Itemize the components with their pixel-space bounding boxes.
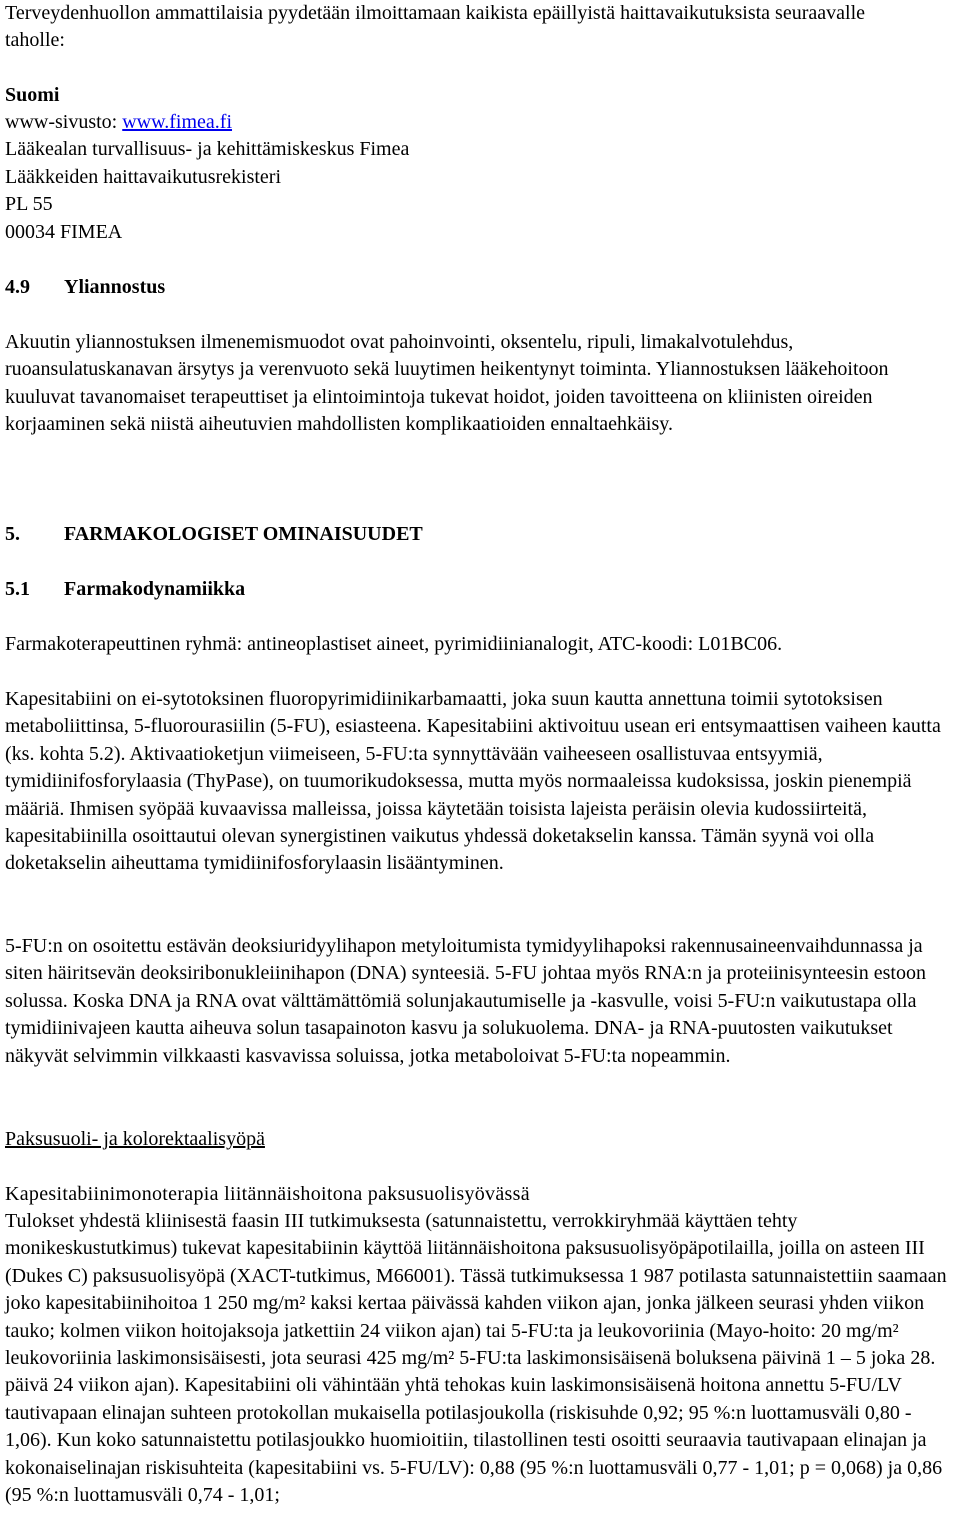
reporting-po-box: PL 55 [5,193,53,215]
reporting-intro: Terveydenhuollon ammattilaisia pyydetään ilmoittamaan kaikista epäillyistä haittavaikutuksista seuraavalle taholle: [5,2,865,52]
section-number: 5.1 [5,578,30,600]
section-title: FARMAKOLOGISET OMINAISUUDET [64,523,423,545]
reporting-registry: Lääkkeiden haittavaikutusrekisteri [5,166,282,188]
section-number: 4.9 [5,276,30,298]
overdose-text: Akuutin yliannostuksen ilmenemismuodot ovat pahoinvointi, oksentelu, ripuli, limakalvotulehdus, ruoansulatuskanavan ärsytys ja verenvuoto sekä luuytimen heikentynyt toiminta. Yliannostuksen lääkehoitoon kuuluvat tavanomaiset terapeuttiset ja elintoimintoja tukevat hoidot, joiden tavoitteena on kliinisten oireiden korjaaminen sekä niistä aiheutuvien mahdollisten komplikaatioiden ennaltaehkäisy. [5,331,889,436]
xact-study-paragraph: Tulokset yhdestä kliinisestä faasin III tutkimuksesta (satunnaistettu, verrokkiryhmää käyttäen tehty monikeskustutkimus) tukevat kapesitabiinin käyttöä liitännäishoitona paksusuolisyöpäpotilailla, joilla on asteen III (Dukes C) paksusuolisyöpä (XACT-tutkimus, M66001). Tässä tutkimuksessa 1 987 potilasta satunnaistettiin saamaan joko kapesitabiinihoitoa 1 250 mg/m² kaksi kertaa päivässä kahden viikon ajan, jonka jälkeen seurasi yhden viikon tauko; kolmen viikon hoitojaksoja jatkettiin 24 viikon ajan) tai 5-FU:ta ja leukovoriinia (Mayo-hoito: 20 mg/m² leukovoriinia laskimonsisäisesti, jota seurasi 425 mg/m² 5-FU:ta laskimonsisäisenä boluksena päivinä 1 – 5 joka 28. päivä 24 viikon ajan). Kapesitabiini oli vähintään yhtä tehokas kuin laskimonsisäisenä hoitona annettu 5-FU/LV tautivapaan elinajan suhteen protokollan mukaisella potilasjoukolla (riskisuhde 0,92; 95 %:n luottamusväli 0,80 - 1,06). Kun koko satunnaistettu potilasjoukko huomioitiin, tilastollinen testi osoitti seuraavia tautivapaan elinajan ja kokonaiselinajan riskisuhteita (kapesitabiini vs. 5-FU/LV): 0,88 (95 %:n luottamusväli 0,77 - 1,01; p = 0,068) ja 0,86 (95 %:n luottamusväli 0,74 - 1,01; [5,1210,947,1507]
section-number: 5. [5,523,20,545]
website-label: www-sivusto: [5,111,123,133]
reporting-postal: 00034 FIMEA [5,221,123,243]
website-link[interactable]: www.fimea.fi [122,111,233,133]
mechanism-paragraph: Kapesitabiini on ei-sytotoksinen fluoropyrimidiinikarbamaatti, joka suun kautta annettuna toimii sytotoksisen metaboliittinsa, 5-fluorourasiilin (5-FU), esiasteena. Kapesitabiini aktivoituu usean eri entsymaattisen vaiheen kautta (ks. kohta 5.2). Aktivaatioketjun viimeiseen, 5-FU:ta synnyttävään vaiheeseen osallistuvaa entsyymiä, tymidiinifosforylaasia (ThyPase), on tuumorikudoksessa, mutta myös normaaleissa kudoksissa, joskin pienempiä määriä. Ihmisen syöpää kuvaavissa malleissa, joissa käytetään toisista lajeista peräisin olevia kudossiirteitä, kapesitabiinilla osoittautui olevan synergistinen vaikutus yhdessä doketakselin kanssa. Tämän syynä voi olla doketakselin aiheuttama tymidiinifosforylaasin lisääntyminen. [5,688,941,875]
monotherapy-subheading: Kapesitabiinimonoterapia liitännäishoitona paksusuolisyövässä [5,1183,530,1205]
colorectal-subheading: Paksusuoli- ja kolorektaalisyöpä [5,1128,265,1150]
reporting-country: Suomi [5,84,60,106]
reporting-website [5,109,232,136]
section-4-9-heading [5,274,165,301]
section-5-1-heading [5,576,245,603]
fu-paragraph: 5-FU:n on osoitettu estävän deoksiuridyylihapon metyloitumista tymidyylihapoksi rakennusaineenvaihdunnassa ja siten häiritsevän deoksiribonukleiinihapon (DNA) synteesiä. 5-FU johtaa myös RNA:n ja proteiinisynteesin estoon solussa. Koska DNA ja RNA ovat välttämättömiä solunjakautumiselle ja -kasvulle, voisi 5-FU:n vaikutustapa olla tymidiinivajeen kautta aiheuva solun tasapainoton kasvu ja solukuolema. DNA- ja RNA-puutosten vaikutukset näkyvät selvimmin vilkkaasti kasvavissa soluissa, jotka metaboloivat 5-FU:ta nopeammin. [5,935,926,1067]
reporting-org: Lääkealan turvallisuus- ja kehittämiskeskus Fimea [5,138,410,160]
pharmacotherapeutic-group: Farmakoterapeuttinen ryhmä: antineoplastiset aineet, pyrimidiinianalogit, ATC-koodi: L01BC06. [5,633,783,655]
section-title: Yliannostus [64,276,166,298]
section-title: Farmakodynamiikka [64,578,246,600]
section-5-heading [5,521,423,548]
